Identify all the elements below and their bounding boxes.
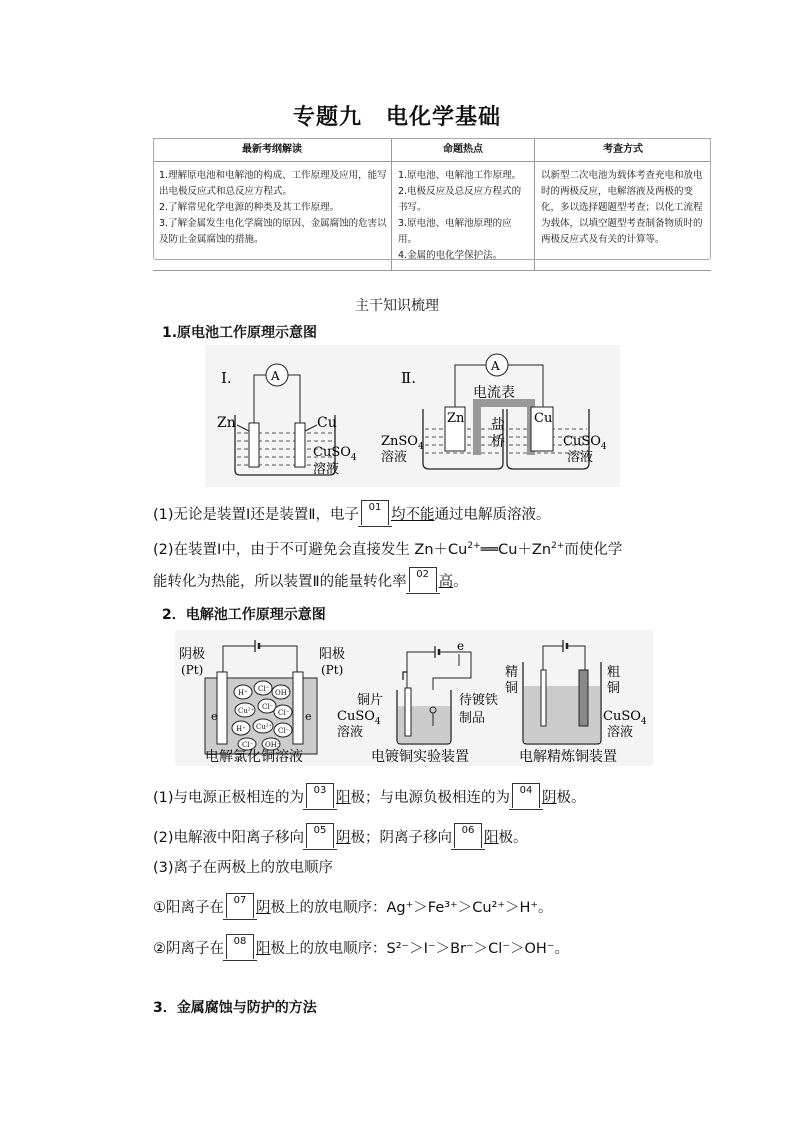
hotspots-cell bbox=[392, 162, 535, 271]
cathode-label: 阴极 bbox=[179, 647, 206, 662]
answer-blank-06: 06 bbox=[454, 823, 482, 848]
znso4-label: ZnSO$_4$ bbox=[381, 434, 424, 452]
crude-copper-electrode bbox=[579, 670, 588, 726]
answer-text: 阴 bbox=[256, 900, 271, 916]
solution-label: 溶液 bbox=[381, 450, 408, 465]
exam-outline-table bbox=[153, 138, 711, 271]
section-1-heading: 1.原电池工作原理示意图 bbox=[162, 325, 318, 341]
table-header-row bbox=[153, 139, 711, 162]
header-exam-style: 考查方式 bbox=[535, 139, 712, 162]
cathode-pt-label: (Pt) bbox=[181, 663, 204, 677]
list-item: 4.金属的电化学保护法。 bbox=[398, 250, 503, 261]
answer-blank-01: 01 bbox=[361, 500, 389, 525]
svg-text:Cl⁻: Cl⁻ bbox=[278, 727, 290, 735]
figure-caption-cucl2: 电解氯化铜溶液 bbox=[205, 749, 303, 765]
svg-text:H⁺: H⁺ bbox=[238, 689, 248, 697]
s2-paragraph-5: ②阴离子在 08 阳极上的放电顺序：S²⁻＞I⁻＞Br⁻＞Cl⁻＞OH⁻。 bbox=[153, 936, 569, 957]
list-item: 1.原电池、电解池工作原理。 bbox=[398, 170, 522, 181]
page-title bbox=[0, 100, 794, 131]
table-row bbox=[153, 162, 711, 271]
answer-blank-04: 04 bbox=[512, 783, 540, 808]
plated-item-label-2: 制品 bbox=[459, 711, 486, 726]
anode-electrode bbox=[293, 672, 303, 744]
s1-paragraph-2: (2)在装置Ⅰ中，由于不可避免会直接发生 $Zn+Cu^{2+}══Cu+Zn^{2+}$而使化学 bbox=[153, 541, 623, 558]
anode-pt-label: (Pt) bbox=[321, 663, 344, 677]
answer-text: 均不能 bbox=[390, 507, 435, 523]
solution-label: 溶液 bbox=[607, 725, 634, 740]
copper-electrode bbox=[295, 423, 305, 467]
answer-blank-07: 07 bbox=[226, 893, 254, 918]
electron-label: e bbox=[211, 710, 218, 723]
answer-blank-03: 03 bbox=[306, 783, 334, 808]
list-item: 3.了解金属发生电化学腐蚀的原因、金属腐蚀的危害以及防止金属腐蚀的措施。 bbox=[159, 218, 387, 245]
answer-text: 阳 bbox=[336, 790, 351, 806]
copper-sheet-label: 铜片 bbox=[357, 693, 384, 708]
list-item: 2.了解常见化学电源的种类及其工作原理。 bbox=[159, 202, 340, 213]
section-title: 主干知识梳理 bbox=[355, 298, 439, 314]
salt-bridge-label-1: 盐 bbox=[491, 417, 505, 433]
svg-text:OH⁻: OH⁻ bbox=[275, 689, 291, 697]
answer-text: 阳 bbox=[484, 830, 499, 846]
s1-paragraph-1: (1)无论是装置Ⅰ还是装置Ⅱ，电子 01 均不能通过电解质溶液。 bbox=[153, 502, 551, 523]
galvanic-cell-figure bbox=[205, 345, 620, 487]
electron-label: e bbox=[305, 710, 312, 723]
svg-text:OH⁻: OH⁻ bbox=[265, 741, 281, 749]
solution-label: 溶液 bbox=[337, 725, 364, 740]
s1-paragraph-3: 能转化为热能，所以装置Ⅱ的能量转化率 02 高。 bbox=[153, 569, 468, 590]
cathode-electrode bbox=[217, 672, 227, 744]
cuso4-label: CuSO$_4$ bbox=[563, 434, 607, 452]
cu-label: Cu bbox=[317, 415, 337, 431]
list-item: 1.理解原电池和电解池的构成、工作原理及应用，能写出电极反应式和总反应方程式。 bbox=[159, 170, 387, 197]
s2-paragraph-2: (2)电解液中阳离子移向 05 阴极；阴离子移向 06 阳极。 bbox=[153, 825, 528, 846]
section-3-heading: 3．金属腐蚀与防护的方法 bbox=[153, 1000, 317, 1016]
answer-blank-05: 05 bbox=[306, 823, 334, 848]
answer-blank-02: 02 bbox=[409, 567, 437, 592]
ammeter-label: A bbox=[271, 369, 280, 383]
ammeter-text: 电流表 bbox=[473, 385, 515, 401]
device-1-label: Ⅰ. bbox=[221, 369, 232, 387]
zn-label: Zn bbox=[217, 415, 236, 431]
title-topic-number: 专题九 bbox=[292, 105, 362, 130]
pure-copper-electrode bbox=[541, 670, 546, 726]
electrolytic-cell-figure bbox=[175, 630, 653, 766]
answer-blank-08: 08 bbox=[226, 934, 254, 959]
pure-copper-label-1: 精 bbox=[505, 665, 519, 680]
crude-copper-label-1: 粗 bbox=[607, 665, 621, 680]
figure-caption-refining: 电解精炼铜装置 bbox=[519, 749, 617, 765]
svg-text:Cl⁻: Cl⁻ bbox=[242, 741, 254, 749]
crude-copper-label-2: 铜 bbox=[607, 681, 621, 696]
answer-text: 高 bbox=[438, 574, 454, 590]
answer-text: 阴 bbox=[542, 790, 557, 806]
s2-paragraph-1: (1)与电源正极相连的为 03 阳极；与电源负极相连的为 04 阴极。 bbox=[153, 785, 586, 806]
header-syllabus: 最新考纲解读 bbox=[153, 139, 392, 162]
answer-text: 阴 bbox=[336, 830, 351, 846]
salt-bridge-label-2: 桥 bbox=[491, 434, 505, 450]
list-item: 3.原电池、电解池原理的应用。 bbox=[398, 218, 512, 245]
zn-label: Zn bbox=[447, 411, 465, 426]
anode-label: 阳极 bbox=[319, 647, 346, 662]
cuso4-label: CuSO$_4$ bbox=[337, 709, 381, 727]
copper-sheet-electrode bbox=[405, 688, 411, 736]
svg-text:Cu²⁺: Cu²⁺ bbox=[238, 707, 255, 715]
svg-text:Cl⁻: Cl⁻ bbox=[278, 709, 290, 717]
cu-label: Cu bbox=[534, 411, 553, 426]
cuso4-label: CuSO$_4$ bbox=[603, 709, 647, 727]
ammeter-label: A bbox=[491, 359, 500, 373]
pure-copper-label-2: 铜 bbox=[505, 681, 519, 696]
device-2-label: Ⅱ. bbox=[401, 369, 416, 387]
list-item: 2.电极反应及总反应方程式的书写。 bbox=[398, 186, 522, 213]
cuso4-label: CuSO$_4$ bbox=[313, 445, 357, 463]
syllabus-cell bbox=[153, 162, 392, 271]
zinc-electrode bbox=[249, 423, 259, 467]
solution-label: 溶液 bbox=[313, 462, 340, 477]
answer-text: 阳 bbox=[256, 941, 271, 957]
section-2-heading: 2．电解池工作原理示意图 bbox=[162, 607, 326, 623]
plated-item-label-1: 待镀铁 bbox=[459, 693, 499, 708]
s2-paragraph-3: (3)离子在两极上的放电顺序 bbox=[153, 860, 334, 876]
title-topic-name: 电化学基础 bbox=[386, 105, 502, 130]
s2-paragraph-4: ①阳离子在 07 阴极上的放电顺序：Ag⁺＞Fe³⁺＞Cu²⁺＞H⁺。 bbox=[153, 895, 553, 916]
figure-caption-plating: 电镀铜实验装置 bbox=[371, 749, 469, 765]
solution-label: 溶液 bbox=[567, 450, 594, 465]
header-hotspots: 命题热点 bbox=[392, 139, 535, 162]
svg-text:Cu²⁺: Cu²⁺ bbox=[256, 723, 273, 731]
svg-text:H⁺: H⁺ bbox=[236, 725, 246, 733]
electron-label: e bbox=[457, 639, 465, 653]
svg-text:Cl⁻: Cl⁻ bbox=[258, 685, 270, 693]
exam-style-cell: 以新型二次电池为载体考查充电和放电时的两极反应，电解溶液及两极的变化，多以选择题题型考查；以化工流程为载体，以填空题型考查制备物质时的两极反应式及有关的计算等。 bbox=[535, 162, 712, 271]
svg-text:Cl⁻: Cl⁻ bbox=[262, 703, 274, 711]
